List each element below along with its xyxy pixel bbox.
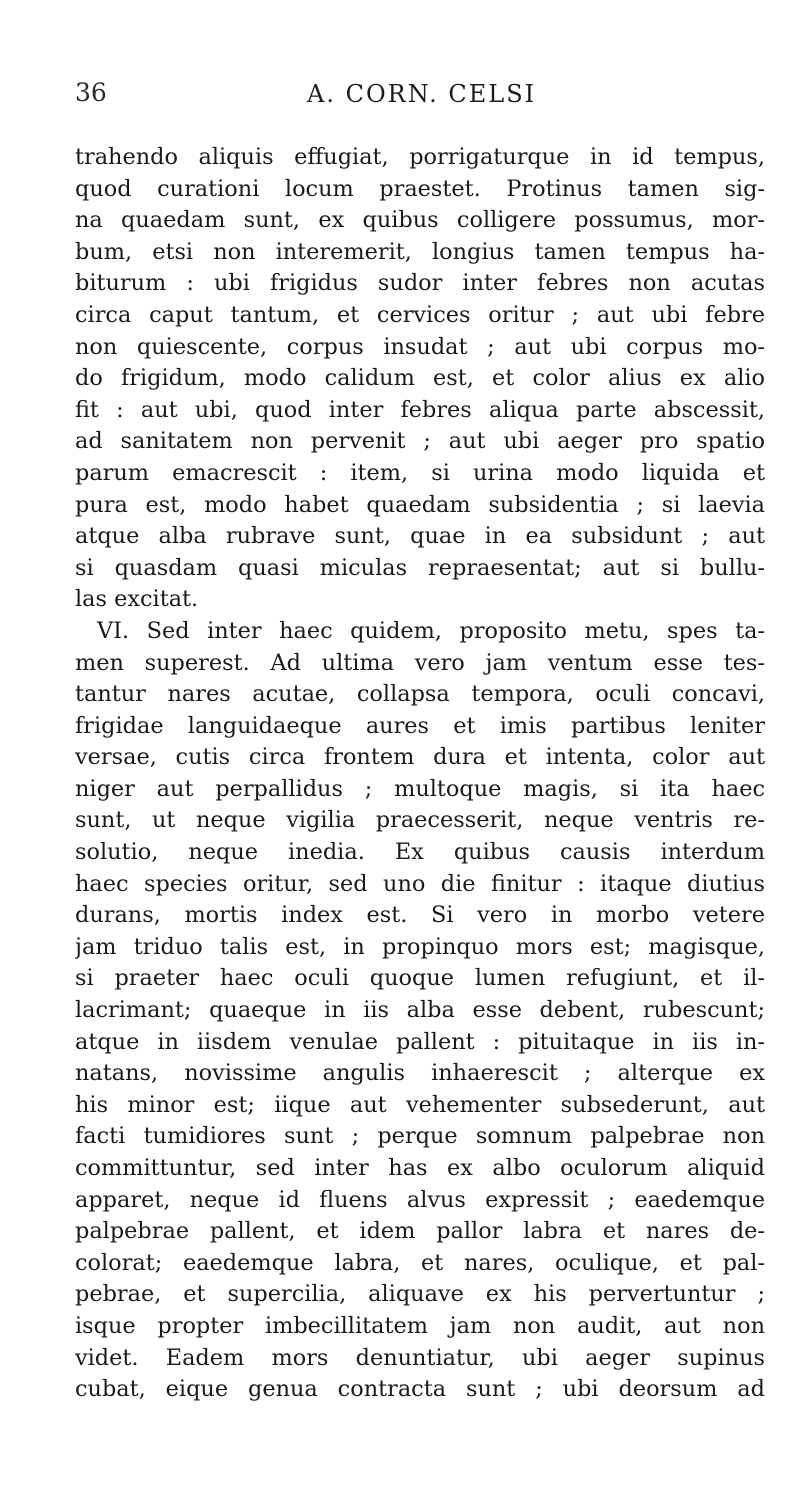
text-line: durans, mortis index est. Si vero in morbo vetere <box>75 902 765 929</box>
text-line: jam triduo talis est, in propinquo mors est; magisque, <box>75 933 765 960</box>
text-line: ad sanitatem non pervenit ; aut ubi aeger pro spatio <box>75 428 765 455</box>
text-line: pura est, modo habet quaedam subsidentia ; si laevia <box>75 491 765 518</box>
text-line: isque propter imbecillitatem jam non audit, aut non <box>75 1312 765 1339</box>
text-line: men superest. Ad ultima vero jam ventum esse tes- <box>75 649 765 676</box>
text-line: si quasdam quasi miculas repraesentat; aut si bullu- <box>75 554 765 581</box>
text-line: las excitat. <box>75 586 199 613</box>
text-line: atque in iisdem venulae pallent : pituitaque in iis in- <box>75 1028 765 1055</box>
text-line: cubat, eique genua contracta sunt ; ubi deorsum ad <box>75 1376 765 1403</box>
text-line: parum emacrescit : item, si urina modo liquida et <box>75 459 765 486</box>
text-line: versae, cutis circa frontem dura et intenta, color aut <box>75 744 765 771</box>
text-line: do frigidum, modo calidum est, et color alius ex alio <box>75 365 765 392</box>
text-line: videt. Eadem mors denuntiatur, ubi aeger supinus <box>75 1344 765 1371</box>
running-title: A. CORN. CELSI <box>307 80 537 108</box>
text-line: haec species oritur, sed uno die finitur : itaque diutius <box>75 870 765 897</box>
text-line: solutio, neque inedia. Ex quibus causis interdum <box>75 839 765 866</box>
text-line: pebrae, et supercilia, aliquave ex his pervertuntur ; <box>75 1281 765 1308</box>
text-line: si praeter haec oculi quoque lumen refugiunt, et il- <box>75 965 765 992</box>
text-line: non quiescente, corpus insudat ; aut ubi corpus mo- <box>75 333 765 360</box>
text-line: niger aut perpallidus ; multoque magis, si ita haec <box>75 775 765 802</box>
text-line: natans, novissime angulis inhaerescit ; alterque ex <box>75 1060 765 1087</box>
text-line: trahendo aliquis effugiat, porrigaturque in id tempus, <box>75 144 765 170</box>
text-line: na quaedam sunt, ex quibus colligere possumus, mor- <box>75 207 765 234</box>
text-line: sunt, ut neque vigilia praecesserit, neque ventris re- <box>75 807 765 834</box>
running-head <box>75 78 765 114</box>
text-line: circa caput tantum, et cervices oritur ; aut ubi febre <box>75 301 765 328</box>
page-number: 36 <box>75 78 107 107</box>
text-line: facti tumidiores sunt ; perque somnum palpebrae non <box>75 1123 765 1150</box>
text-line: lacrimant; quaeque in iis alba esse debent, rubescunt; <box>75 997 765 1024</box>
text-line: his minor est; iique aut vehementer subsederunt, aut <box>75 1091 765 1118</box>
text-line: VI. Sed inter haec quidem, proposito metu, spes ta- <box>97 617 765 644</box>
text-line: committuntur, sed inter has ex albo oculorum aliquid <box>75 1155 765 1181</box>
text-line: fit : aut ubi, quod inter febres aliqua parte abscessit, <box>75 396 765 423</box>
text-line: frigidae languidaeque aures et imis partibus leniter <box>75 712 765 739</box>
text-line: tantur nares acutae, collapsa tempora, oculi concavi, <box>75 681 765 708</box>
body-text <box>75 142 765 1406</box>
text-line: bum, etsi non interemerit, longius tamen tempus ha- <box>75 238 765 265</box>
text-line: quod curationi locum praestet. Protinus tamen sig- <box>75 175 765 202</box>
text-line: apparet, neque id fluens alvus expressit ; eaedemque <box>75 1186 765 1213</box>
text-line: atque alba rubrave sunt, quae in ea subsidunt ; aut <box>75 523 765 550</box>
text-line: colorat; eaedemque labra, et nares, oculique, et pal- <box>75 1249 765 1276</box>
text-line: palpebrae pallent, et idem pallor labra et nares de- <box>75 1218 765 1245</box>
text-line: biturum : ubi frigidus sudor inter febres non acutas <box>75 270 765 297</box>
